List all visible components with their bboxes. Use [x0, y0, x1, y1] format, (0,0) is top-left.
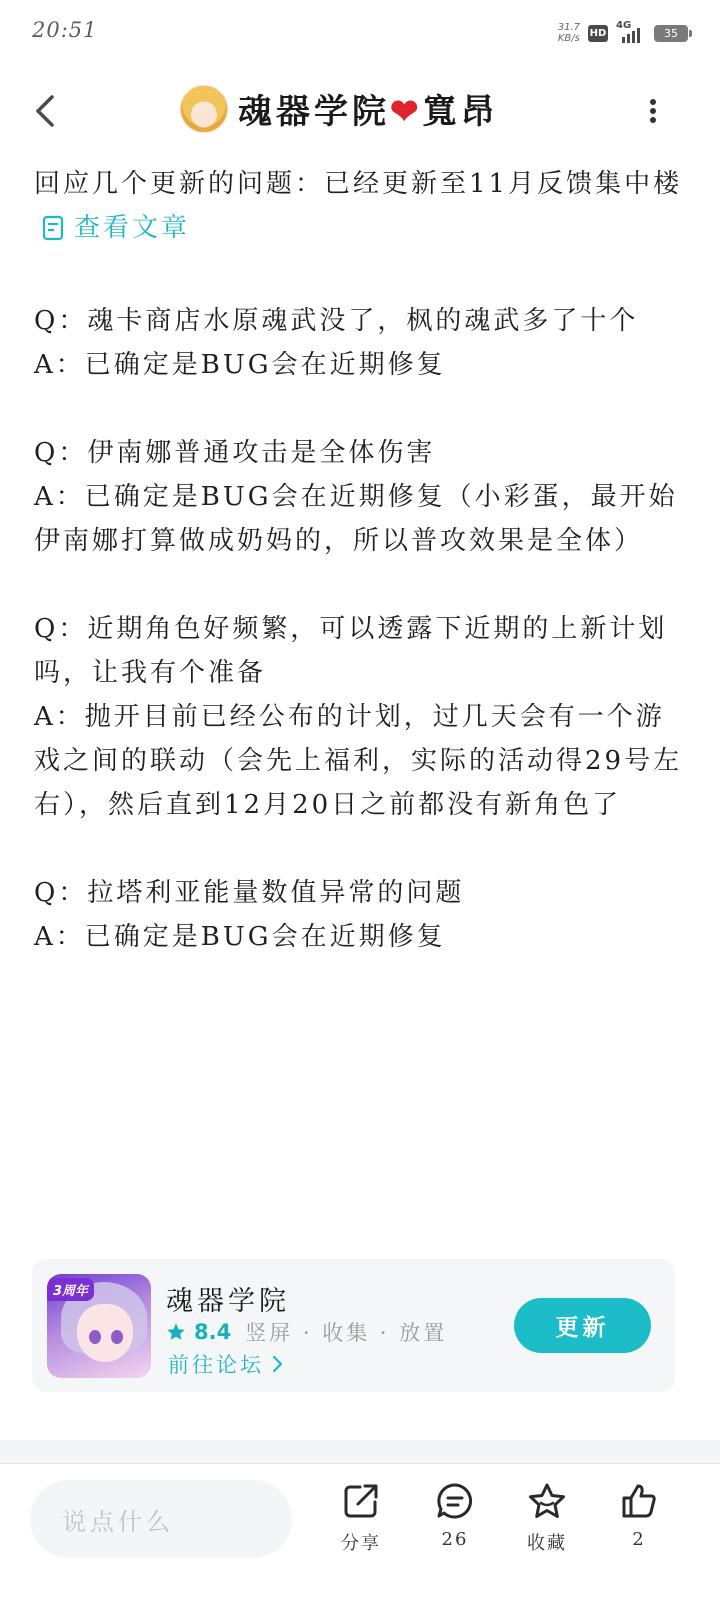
- game-name: 魂器学院: [166, 1286, 290, 1317]
- network-speed-value: 31.7: [557, 22, 580, 33]
- page-title: [180, 84, 499, 133]
- network-speed-unit: KB/s: [557, 33, 580, 44]
- document-icon: [42, 215, 64, 241]
- view-article-label: 查看文章: [74, 213, 191, 243]
- comment-input[interactable]: 说点什么: [30, 1480, 292, 1558]
- author-avatar[interactable]: [180, 85, 228, 133]
- answer-text: A：已确定是BUG会在近期修复: [34, 350, 446, 380]
- hd-icon: HD: [588, 25, 608, 42]
- answer-text: A：已确定是BUG会在近期修复（小彩蛋，最开始伊南娜打算做成奶妈的，所以普攻效果是全体）: [34, 482, 678, 556]
- share-button[interactable]: [326, 1481, 396, 1555]
- view-article-link[interactable]: [42, 206, 190, 250]
- chevron-right-icon: [270, 1355, 284, 1373]
- chevron-left-icon: [28, 91, 68, 131]
- post-intro: 回应几个更新的问题：已经更新至11月反馈集中楼: [34, 169, 683, 199]
- top-bar: [0, 78, 720, 144]
- answer-text: A：抛开目前已经公布的计划，过几天会有一个游戏之间的联动（会先上福利，实际的活动得29号左右），然后直到12月20日之前都没有新角色了: [34, 702, 683, 820]
- author-name[interactable]: [238, 84, 499, 133]
- network-speed: [558, 22, 580, 44]
- network-type: 4G: [616, 20, 632, 31]
- update-button[interactable]: 更新: [514, 1298, 651, 1353]
- forum-link[interactable]: [168, 1349, 284, 1379]
- game-icon[interactable]: [47, 1274, 151, 1378]
- star-outline-icon: [527, 1481, 567, 1521]
- anniversary-badge: 3周年: [47, 1278, 94, 1301]
- question-text: Q：拉塔利亚能量数值异常的问题: [34, 878, 465, 908]
- question-text: Q：魂卡商店水原魂武没了，枫的魂武多了十个: [34, 306, 639, 336]
- thumbs-up-icon: [619, 1481, 659, 1521]
- share-label: 分享: [341, 1533, 381, 1554]
- game-card[interactable]: [32, 1259, 675, 1392]
- title-prefix: 魂器学院: [238, 92, 390, 132]
- battery-icon: 35: [654, 25, 688, 42]
- status-bar: [0, 0, 720, 66]
- question-text: Q：伊南娜普通攻击是全体伤害: [34, 438, 436, 468]
- favorite-button[interactable]: [512, 1481, 582, 1555]
- comment-button[interactable]: [420, 1481, 490, 1550]
- comment-count: 26: [441, 1529, 469, 1550]
- like-count: 2: [632, 1529, 646, 1550]
- question-text: Q：近期角色好频繁，可以透露下近期的上新计划吗，让我有个准备: [34, 614, 668, 688]
- post-content: [34, 162, 684, 959]
- answer-text: A：已确定是BUG会在近期修复: [34, 922, 446, 952]
- status-time: 20:51: [32, 18, 98, 42]
- status-icons: [558, 20, 688, 46]
- game-tags: 竖屏 · 收集 · 放置: [245, 1321, 448, 1345]
- back-button[interactable]: [28, 91, 68, 131]
- signal-icon: [616, 20, 646, 43]
- bottom-action-bar: [0, 1465, 720, 1600]
- game-meta: [166, 1317, 447, 1347]
- like-button[interactable]: [604, 1481, 674, 1550]
- game-rating: 8.4: [194, 1320, 232, 1344]
- divider: [0, 1440, 720, 1464]
- share-icon: [341, 1481, 381, 1521]
- comment-icon: [435, 1481, 475, 1521]
- more-options-button[interactable]: [638, 96, 668, 126]
- forum-link-label: 前往论坛: [168, 1353, 264, 1377]
- star-icon: [166, 1322, 186, 1342]
- more-vertical-icon: [650, 99, 656, 105]
- heart-icon: ❤: [390, 92, 423, 132]
- favorite-label: 收藏: [527, 1533, 567, 1554]
- title-suffix: 寬昂: [422, 92, 499, 132]
